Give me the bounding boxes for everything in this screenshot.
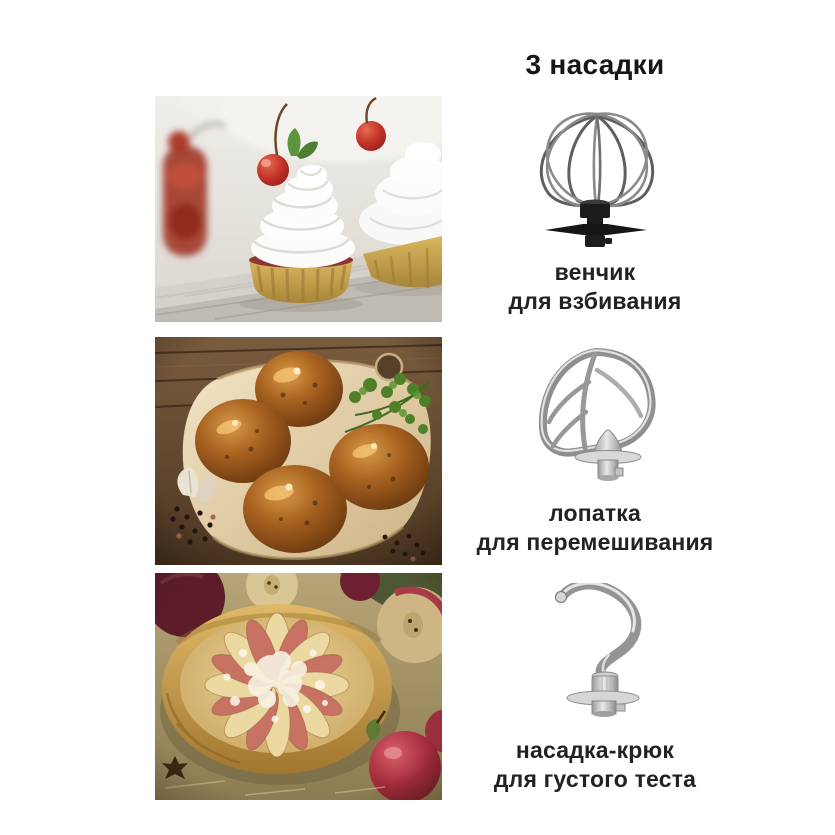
photo-whipped-cream-tartlets [155,96,442,322]
whisk-icon [529,112,665,250]
paddle-icon [529,348,669,484]
page-title: 3 насадки [525,49,665,80]
photo-baked-meatballs [155,337,442,565]
dough-hook-icon [547,583,667,717]
paddle-label-line1: лопатка [548,500,641,526]
meatballs-photo-illustration [155,337,442,565]
cupcakes-photo-illustration [155,96,442,322]
dough-hook-label-line2: для густого теста [493,766,697,792]
dough-hook-label [450,736,740,794]
photo-apple-pie [155,573,442,800]
dough-hook-label-line1: насадка-крюк [515,737,675,763]
apple-pie-photo-illustration [155,573,442,800]
whisk-label-line1: венчик [554,259,636,285]
paddle-label [450,499,740,557]
whisk-label [450,258,740,316]
paddle-label-line2: для перемешивания [476,529,714,555]
whisk-label-line2: для взбивания [508,288,682,314]
